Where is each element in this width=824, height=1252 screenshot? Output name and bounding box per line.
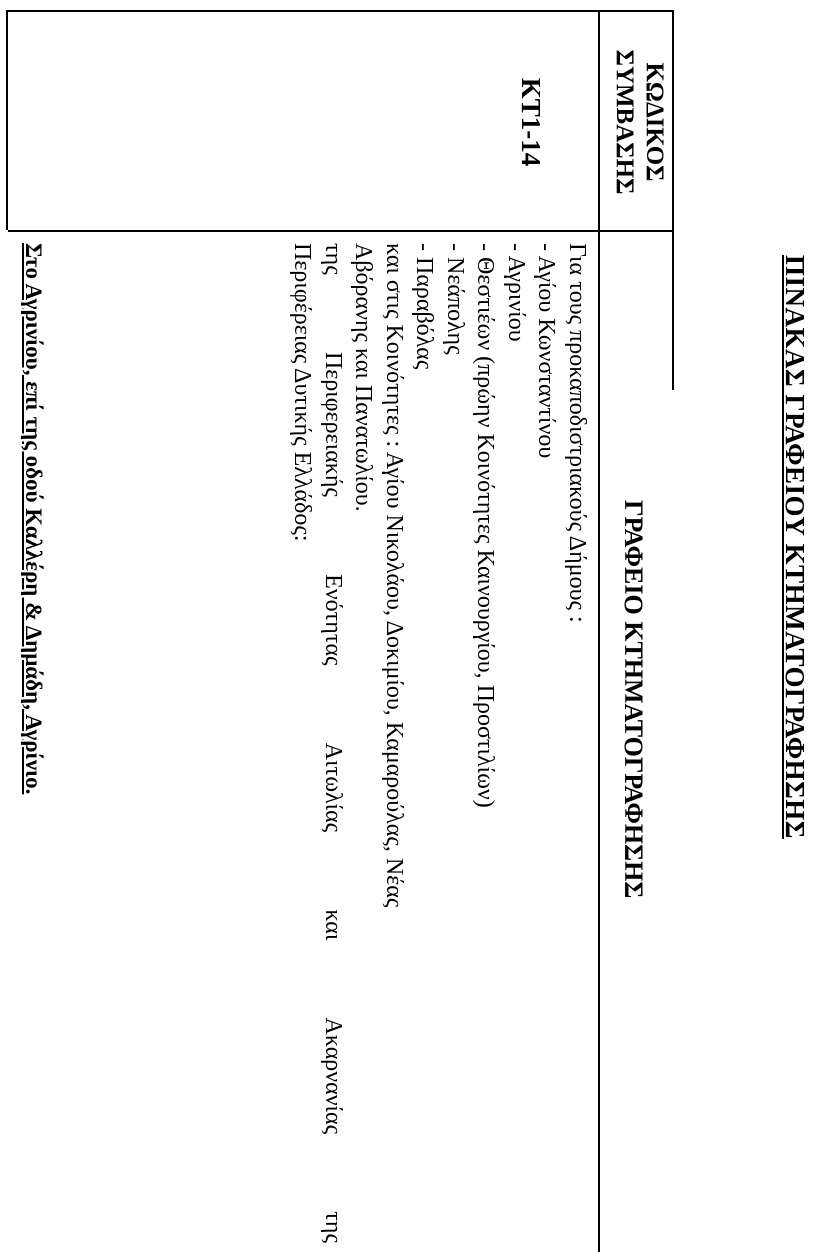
list-item: - Νεάπολης: [442, 243, 468, 355]
region-word: Ακαρνανίας: [320, 1017, 346, 1135]
list-item: - Αγίου Κωνσταντίνου: [533, 243, 560, 459]
communities-text-line1: και στις Κοινότητες : Αγίου Νικολάου, Δοκιμίου, Καμαρούλας, Νέας: [381, 243, 407, 908]
header-contract-code: [609, 22, 669, 222]
region-text-line1: [318, 243, 349, 1243]
region-word: Ενότητας: [320, 574, 346, 666]
region-word: της: [320, 243, 346, 275]
list-item: - Θεστιέων (πρώην Κοινότητες Καινουργίου, Προστιλίων): [472, 243, 499, 808]
table-left-border: [8, 10, 674, 12]
list-item: - Παραβόλας: [411, 243, 438, 370]
office-address: Στο Αγρινίου, επί της οδού Καλλέρη & Δημάδη, Αγρίνιο.: [21, 243, 46, 795]
header-code-line2: ΣΥΜΒΑΣΗΣ: [611, 49, 638, 195]
region-word: Περιφερειακής: [320, 351, 346, 497]
contract-code-value: ΚΤ1-14: [516, 77, 546, 167]
header-office: ΓΡΑΦΕΙΟ ΚΤΗΜΑΤΟΓΡΑΦΗΣΗΣ: [619, 500, 648, 899]
intro-text: Για τους προκαποδιστριακούς Δήμους :: [564, 243, 590, 623]
table-header-divider: [598, 10, 600, 1252]
header-code-line1: ΚΩΔΙΚΟΣ: [641, 62, 668, 182]
communities-text-line2: Αβόρανης και Πανατωλίου.: [350, 243, 377, 512]
table-column-divider: [8, 230, 674, 232]
region-word: και: [320, 909, 346, 941]
region-word: της: [320, 1211, 346, 1243]
list-item: - Αγρινίου: [503, 243, 529, 342]
region-word: Αιτωλίας: [320, 742, 346, 833]
office-description: [287, 243, 592, 1243]
table-top-border: [672, 10, 674, 390]
document-title: ΠΙΝΑΚΑΣ ΓΡΑΦΕΙΟΥ ΚΤΗΜΑΤΟΓΡΑΦΗΣΗΣ: [780, 255, 810, 839]
table-bottom-border: [6, 10, 8, 230]
region-text-line2: Περιφέρειας Δυτικής Ελλάδος:: [289, 243, 316, 542]
